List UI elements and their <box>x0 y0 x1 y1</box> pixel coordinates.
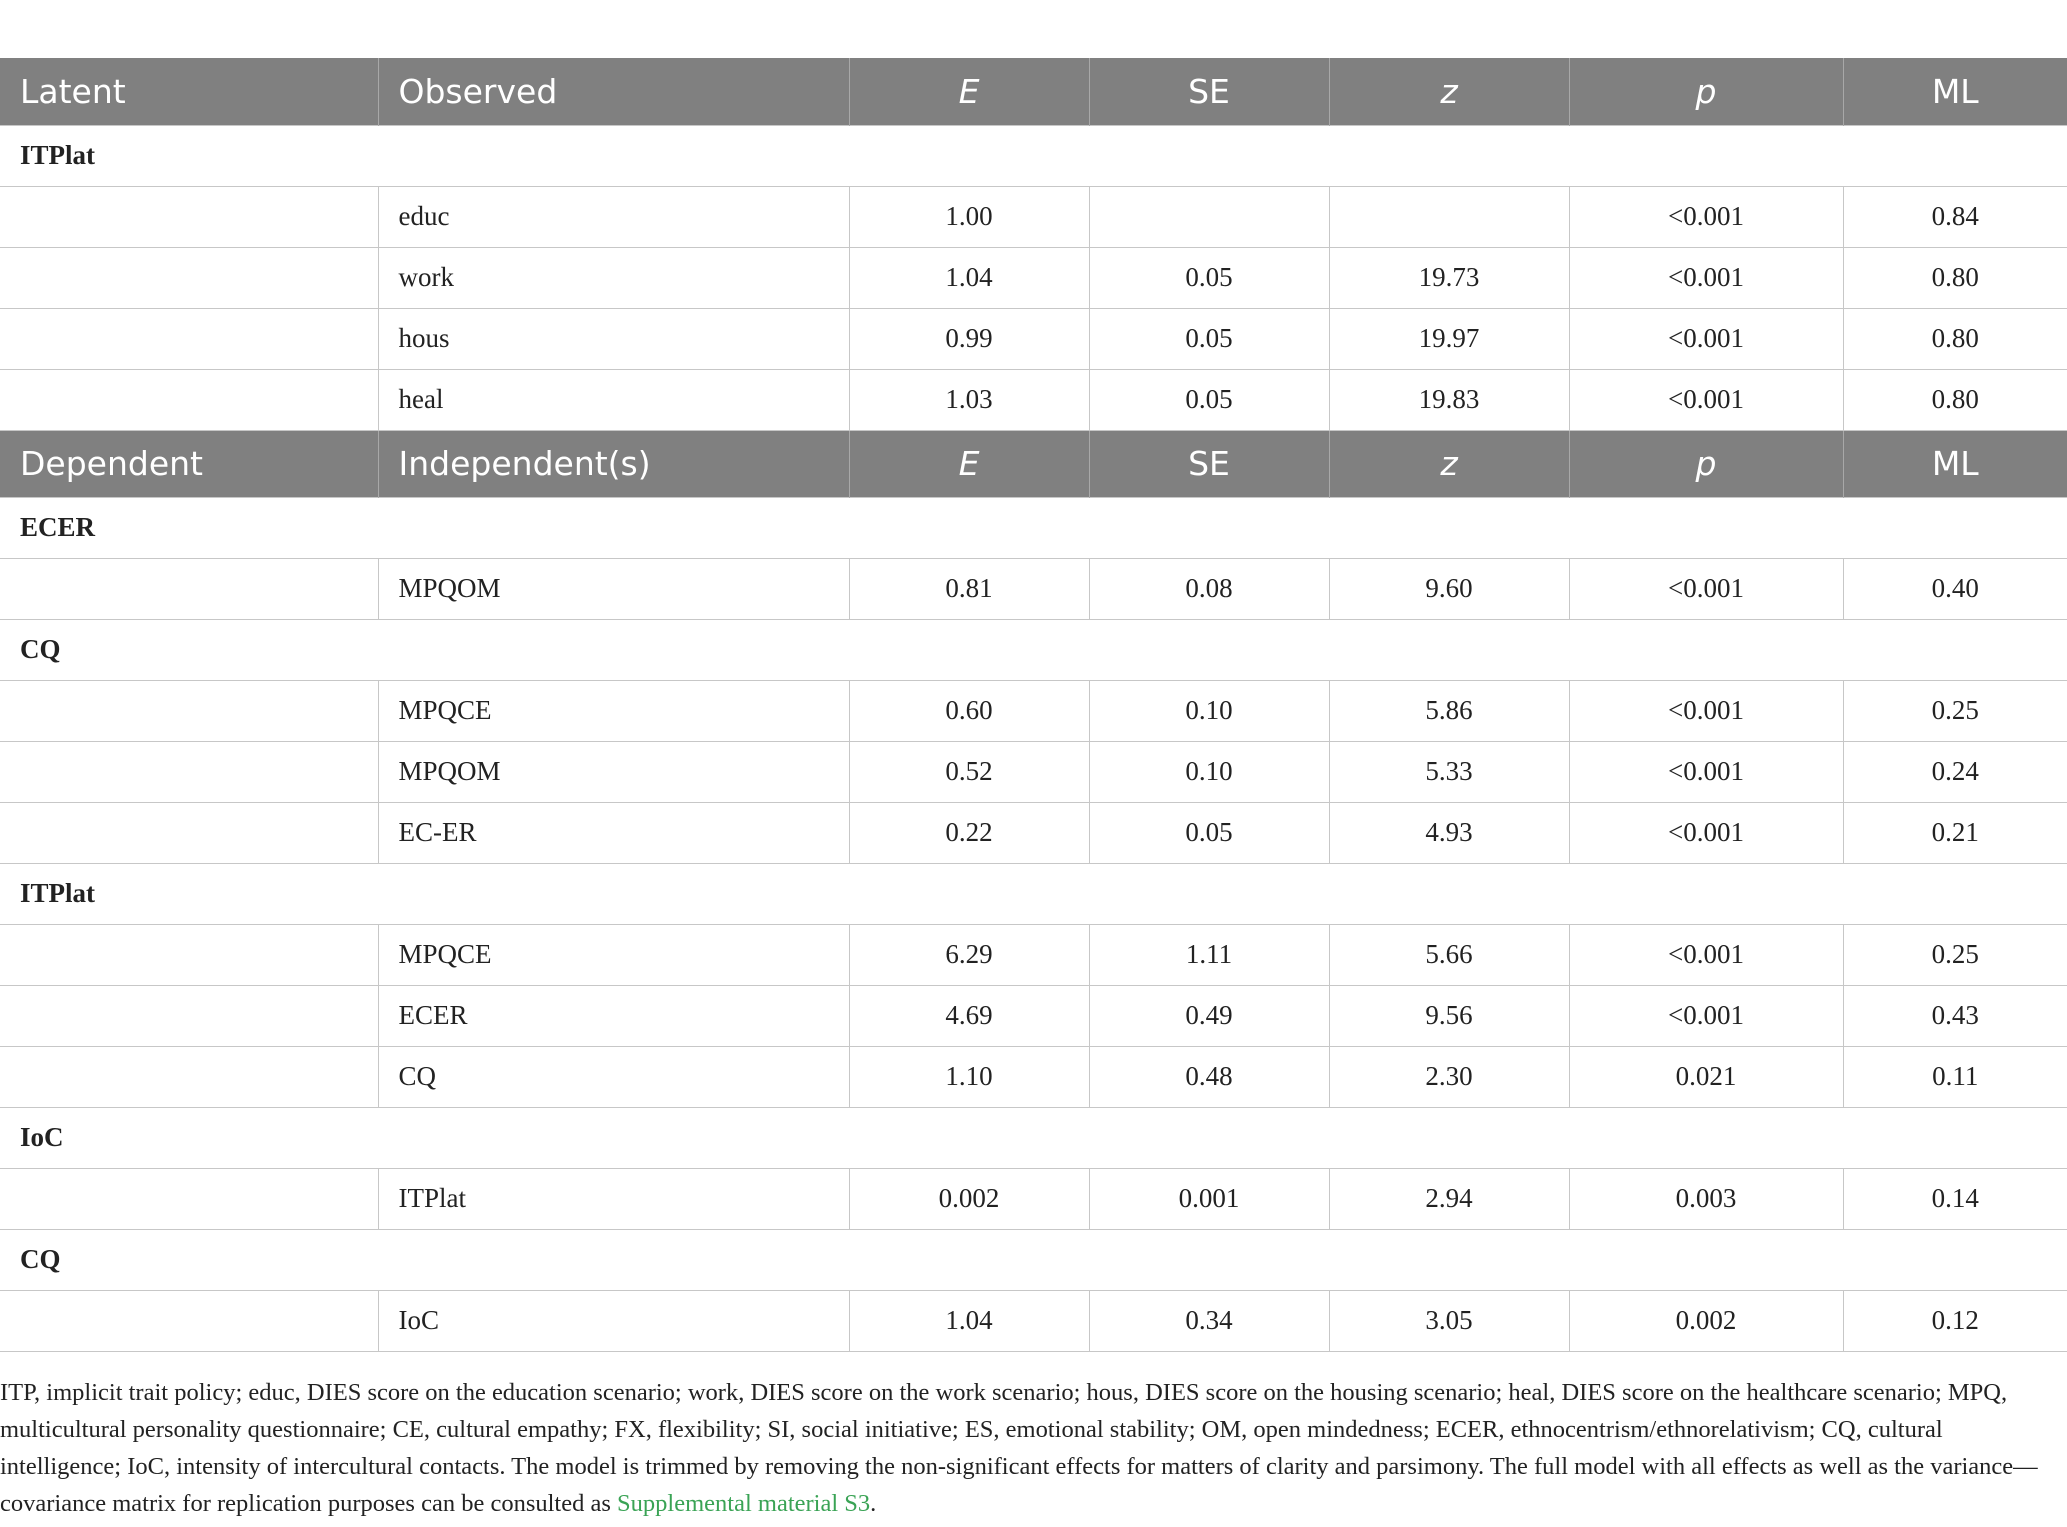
cell-e: 1.00 <box>849 186 1089 247</box>
cell-z: 9.60 <box>1329 558 1569 619</box>
cell-z: 5.86 <box>1329 680 1569 741</box>
group-label: ITPlat <box>0 125 2067 186</box>
cell-e: 1.04 <box>849 1290 1089 1351</box>
table-row <box>0 741 2067 802</box>
cell-empty <box>0 1290 378 1351</box>
cell-p: <0.001 <box>1569 680 1843 741</box>
cell-e: 0.22 <box>849 802 1089 863</box>
group-label: IoC <box>0 1107 2067 1168</box>
cell-empty <box>0 247 378 308</box>
cell-z: 2.94 <box>1329 1168 1569 1229</box>
group-row <box>0 1107 2067 1168</box>
cell-observed: heal <box>378 369 849 430</box>
table-row <box>0 1168 2067 1229</box>
cell-se: 0.001 <box>1089 1168 1329 1229</box>
header-row-dependent <box>0 430 2067 497</box>
header-se: SE <box>1089 430 1329 497</box>
cell-empty <box>0 308 378 369</box>
cell-observed: work <box>378 247 849 308</box>
cell-p: 0.002 <box>1569 1290 1843 1351</box>
group-row <box>0 863 2067 924</box>
cell-ml: 0.80 <box>1843 308 2067 369</box>
table-row <box>0 308 2067 369</box>
cell-z: 19.97 <box>1329 308 1569 369</box>
cell-independent: IoC <box>378 1290 849 1351</box>
table-row <box>0 186 2067 247</box>
cell-e: 0.81 <box>849 558 1089 619</box>
cell-z <box>1329 186 1569 247</box>
table-row <box>0 1290 2067 1351</box>
cell-observed: educ <box>378 186 849 247</box>
cell-se: 0.08 <box>1089 558 1329 619</box>
header-p: p <box>1569 430 1843 497</box>
cell-se: 0.05 <box>1089 802 1329 863</box>
results-table <box>0 58 2067 1352</box>
cell-ml: 0.40 <box>1843 558 2067 619</box>
header-dependent: Dependent <box>0 430 378 497</box>
table-row <box>0 558 2067 619</box>
table-body <box>0 58 2067 1351</box>
cell-se: 0.05 <box>1089 369 1329 430</box>
header-independent: Independent(s) <box>378 430 849 497</box>
cell-e: 0.99 <box>849 308 1089 369</box>
cell-p: <0.001 <box>1569 558 1843 619</box>
cell-z: 19.73 <box>1329 247 1569 308</box>
cell-e: 6.29 <box>849 924 1089 985</box>
cell-independent: EC-ER <box>378 802 849 863</box>
cell-ml: 0.21 <box>1843 802 2067 863</box>
cell-ml: 0.25 <box>1843 680 2067 741</box>
cell-p: <0.001 <box>1569 247 1843 308</box>
cell-empty <box>0 558 378 619</box>
cell-ml: 0.84 <box>1843 186 2067 247</box>
table-row <box>0 924 2067 985</box>
cell-empty <box>0 1168 378 1229</box>
cell-se: 0.48 <box>1089 1046 1329 1107</box>
cell-independent: ECER <box>378 985 849 1046</box>
results-table-container <box>0 58 2067 1352</box>
group-row <box>0 1229 2067 1290</box>
cell-se: 0.10 <box>1089 741 1329 802</box>
cell-independent: MPQOM <box>378 558 849 619</box>
cell-independent: MPQCE <box>378 680 849 741</box>
cell-empty <box>0 186 378 247</box>
cell-p: 0.003 <box>1569 1168 1843 1229</box>
table-row <box>0 1046 2067 1107</box>
group-label: CQ <box>0 1229 2067 1290</box>
cell-e: 4.69 <box>849 985 1089 1046</box>
cell-ml: 0.14 <box>1843 1168 2067 1229</box>
cell-p: <0.001 <box>1569 186 1843 247</box>
header-z: z <box>1329 430 1569 497</box>
header-observed: Observed <box>378 58 849 125</box>
cell-se: 0.05 <box>1089 308 1329 369</box>
cell-z: 2.30 <box>1329 1046 1569 1107</box>
cell-p: <0.001 <box>1569 924 1843 985</box>
cell-p: <0.001 <box>1569 308 1843 369</box>
supplemental-link[interactable]: Supplemental material S3 <box>617 1490 871 1517</box>
group-label: CQ <box>0 619 2067 680</box>
cell-ml: 0.80 <box>1843 369 2067 430</box>
table-row <box>0 802 2067 863</box>
group-label: ITPlat <box>0 863 2067 924</box>
header-latent: Latent <box>0 58 378 125</box>
cell-z: 5.33 <box>1329 741 1569 802</box>
cell-e: 0.60 <box>849 680 1089 741</box>
cell-z: 9.56 <box>1329 985 1569 1046</box>
cell-empty <box>0 741 378 802</box>
cell-se <box>1089 186 1329 247</box>
header-z: z <box>1329 58 1569 125</box>
group-row <box>0 497 2067 558</box>
cell-observed: hous <box>378 308 849 369</box>
table-row <box>0 985 2067 1046</box>
cell-independent: ITPlat <box>378 1168 849 1229</box>
cell-ml: 0.80 <box>1843 247 2067 308</box>
cell-z: 4.93 <box>1329 802 1569 863</box>
group-label: ECER <box>0 497 2067 558</box>
cell-empty <box>0 369 378 430</box>
cell-p: 0.021 <box>1569 1046 1843 1107</box>
cell-ml: 0.24 <box>1843 741 2067 802</box>
cell-p: <0.001 <box>1569 985 1843 1046</box>
header-p: p <box>1569 58 1843 125</box>
group-row <box>0 619 2067 680</box>
cell-e: 0.52 <box>849 741 1089 802</box>
cell-independent: MPQCE <box>378 924 849 985</box>
cell-empty <box>0 802 378 863</box>
cell-ml: 0.11 <box>1843 1046 2067 1107</box>
cell-empty <box>0 680 378 741</box>
footnote-end: . <box>870 1490 877 1517</box>
cell-se: 0.05 <box>1089 247 1329 308</box>
cell-z: 5.66 <box>1329 924 1569 985</box>
cell-se: 1.11 <box>1089 924 1329 985</box>
cell-ml: 0.25 <box>1843 924 2067 985</box>
group-row <box>0 125 2067 186</box>
cell-e: 1.03 <box>849 369 1089 430</box>
header-se: SE <box>1089 58 1329 125</box>
cell-e: 1.04 <box>849 247 1089 308</box>
cell-empty <box>0 924 378 985</box>
header-ml: ML <box>1843 58 2067 125</box>
cell-e: 0.002 <box>849 1168 1089 1229</box>
cell-z: 19.83 <box>1329 369 1569 430</box>
header-row-latent <box>0 58 2067 125</box>
cell-se: 0.34 <box>1089 1290 1329 1351</box>
table-row <box>0 247 2067 308</box>
footnote-text: ITP, implicit trait policy; educ, DIES score on the education scenario; work, DIES score on the work scenario; hous, DIES score on the housing scenario; heal, DIES score on the healthcare scenario; MPQ, multicultural personality questionnaire; CE, cultural empathy; FX, flexibility; SI, social initiative; ES, emotional stability; OM, open mindedness; ECER, ethnocentrism/ethnorelativism; CQ, cultural intelligence; IoC, intensity of intercultural contacts. The model is trimmed by removing the non-significant effects for matters of clarity and parsimony. The full model with all effects as well as the variance—covariance matrix for replication purposes can be consulted as <box>0 1379 2038 1517</box>
cell-empty <box>0 1046 378 1107</box>
cell-ml: 0.12 <box>1843 1290 2067 1351</box>
table-row <box>0 680 2067 741</box>
cell-se: 0.49 <box>1089 985 1329 1046</box>
cell-p: <0.001 <box>1569 741 1843 802</box>
cell-p: <0.001 <box>1569 802 1843 863</box>
header-ml: ML <box>1843 430 2067 497</box>
cell-independent: CQ <box>378 1046 849 1107</box>
table-footnote <box>0 1374 2060 1522</box>
cell-ml: 0.43 <box>1843 985 2067 1046</box>
cell-independent: MPQOM <box>378 741 849 802</box>
cell-e: 1.10 <box>849 1046 1089 1107</box>
header-e: E <box>849 58 1089 125</box>
cell-p: <0.001 <box>1569 369 1843 430</box>
table-row <box>0 369 2067 430</box>
header-e: E <box>849 430 1089 497</box>
cell-empty <box>0 985 378 1046</box>
cell-z: 3.05 <box>1329 1290 1569 1351</box>
cell-se: 0.10 <box>1089 680 1329 741</box>
